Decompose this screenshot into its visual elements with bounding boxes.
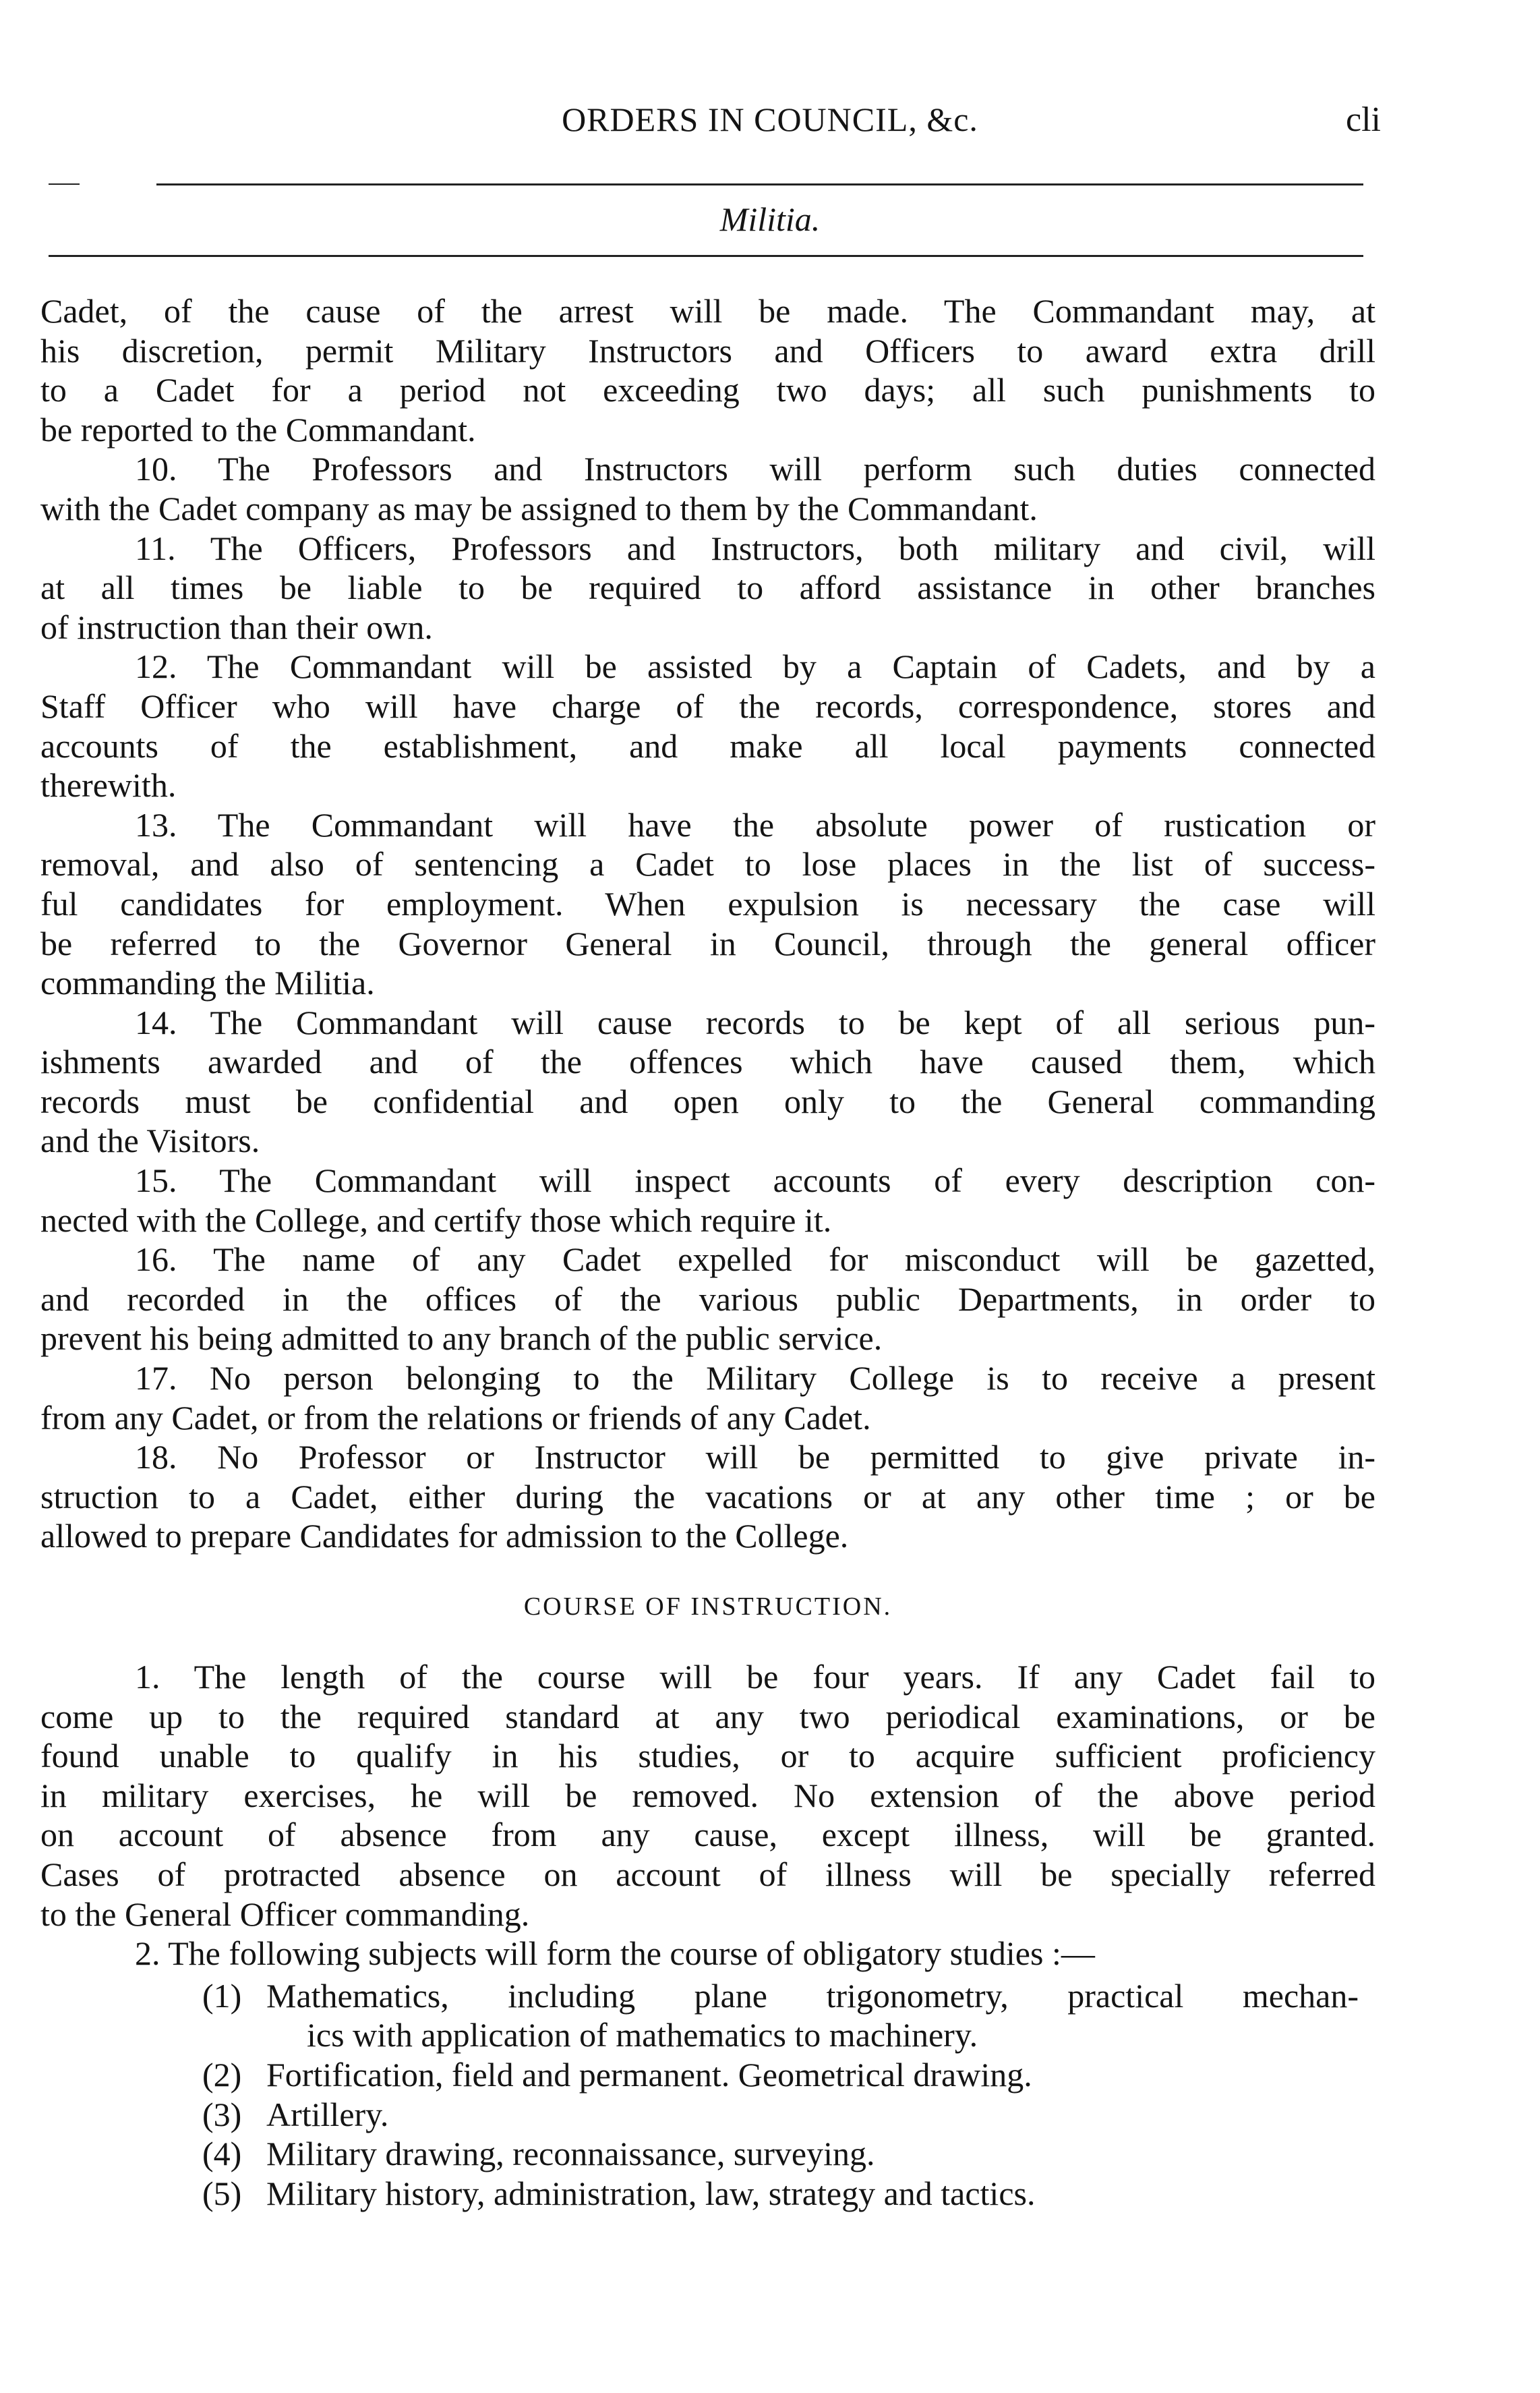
text-line: nected with the College, and certify those which require it. (40, 1201, 832, 1239)
text-line: to the General Officer commanding. (40, 1895, 530, 1933)
subject-text: Fortification, field and permanent. Geometrical drawing. (266, 2055, 1032, 2094)
subject-text: Military history, administration, law, strategy and tactics. (266, 2174, 1036, 2212)
text-line: 18. No Professor or Instructor will be permitted to give private in- (135, 1438, 1375, 1476)
text-line: struction to a Cadet, either during the vacations or at any other time ; or be (40, 1477, 1375, 1516)
text-line: Cadet, of the cause of the arrest will be made. The Commandant may, at (40, 292, 1375, 330)
subject-item (40, 2174, 1375, 2214)
text-line: therewith. (40, 766, 177, 805)
subject-number: (2) (202, 2055, 242, 2094)
text-line: 1. The length of the course will be four years. If any Cadet fail to (135, 1658, 1375, 1696)
text-line: come up to the required standard at any two periodical examinations, or be (40, 1697, 1375, 1735)
text-line: ful candidates for employment. When expulsion is necessary the case will (40, 884, 1375, 923)
text-line: records must be confidential and open only to the General commanding (40, 1082, 1375, 1120)
text-line: allowed to prepare Candidates for admission to the College. (40, 1517, 849, 1555)
text-line: 11. The Officers, Professors and Instructors, both military and civil, will (135, 529, 1375, 567)
text-line: in military exercises, he will be removed. No extension of the above period (40, 1776, 1375, 1814)
text-line: commanding the Militia. (40, 964, 375, 1002)
header-rule-top (156, 183, 1363, 185)
header-rule-dash (49, 183, 80, 185)
text-line: on account of absence from any cause, except illness, will be granted. (40, 1816, 1375, 1854)
page-number: cli (1346, 100, 1381, 139)
text-line: from any Cadet, or from the relations or friends of any Cadet. (40, 1398, 871, 1437)
header-rule-bottom (49, 255, 1363, 257)
text-line: 2. The following subjects will form the course of obligatory studies :— (135, 1934, 1095, 1973)
subject-number: (4) (202, 2135, 242, 2173)
text-line: 15. The Commandant will inspect accounts of every description con- (135, 1161, 1375, 1200)
subject-continuation: ics with application of mathematics to machinery. (307, 2016, 978, 2054)
text-line: 13. The Commandant will have the absolute power of rustication or (135, 805, 1375, 844)
text-line: accounts of the establishment, and make all local payments connected (40, 726, 1375, 765)
subject-text: Artillery. (266, 2095, 389, 2133)
subjects-list (40, 1976, 1375, 2214)
subject-number: (1) (202, 1976, 242, 2015)
body-text (40, 291, 1375, 2213)
text-line: his discretion, permit Military Instructors and Officers to award extra drill (40, 331, 1375, 370)
text-line: and the Visitors. (40, 1122, 260, 1160)
course-heading: COURSE OF INSTRUCTION. (523, 1592, 893, 1621)
text-line: Cases of protracted absence on account of illness will be specially referred (40, 1855, 1375, 1893)
text-line: be referred to the Governor General in Council, through the general officer (40, 924, 1375, 962)
running-title: ORDERS IN COUNCIL, &c. (562, 100, 978, 138)
subject-text: Mathematics, including plane trigonometry, practical mechan- (266, 1976, 1359, 2015)
subject-item (40, 1976, 1375, 2016)
text-line: 17. No person belonging to the Military College is to receive a present (135, 1359, 1375, 1397)
text-line: ishments awarded and of the offences which have caused them, which (40, 1043, 1375, 1081)
text-line: Staff Officer who will have charge of the records, correspondence, stores and (40, 687, 1375, 725)
subject-number: (3) (202, 2095, 242, 2133)
text-line: at all times be liable to be required to afford assistance in other branches (40, 569, 1375, 607)
text-line: and recorded in the offices of the various public Departments, in order to (40, 1279, 1375, 1318)
subject-item (40, 2055, 1375, 2095)
text-line: 16. The name of any Cadet expelled for misconduct will be gazetted, (135, 1240, 1375, 1279)
subject-number: (5) (202, 2174, 242, 2212)
text-line: 10. The Professors and Instructors will perform such duties connected (135, 450, 1375, 488)
text-line: found unable to qualify in his studies, or to acquire sufficient proficiency (40, 1737, 1375, 1775)
subject-item (40, 2134, 1375, 2174)
subject-item (40, 2095, 1375, 2135)
text-line: prevent his being admitted to any branch of the public service. (40, 1319, 883, 1358)
page-header (0, 100, 1540, 147)
text-line: 14. The Commandant will cause records to be kept of all serious pun- (135, 1003, 1375, 1041)
subject-text: Military drawing, reconnaissance, surveying. (266, 2135, 875, 2173)
text-line: 12. The Commandant will be assisted by a Captain of Cadets, and by a (135, 647, 1375, 686)
regulations-paragraphs (40, 291, 1375, 1556)
text-line: to a Cadet for a period not exceeding two days; all such punishments to (40, 371, 1375, 409)
text-line: of instruction than their own. (40, 608, 433, 646)
text-line: with the Cadet company as may be assigned to them by the Commandant. (40, 489, 1038, 527)
section-title: Militia. (719, 200, 821, 238)
course-paragraphs (40, 1657, 1375, 1973)
text-line: be reported to the Commandant. (40, 410, 476, 449)
text-line: removal, and also of sentencing a Cadet to lose places in the list of success- (40, 845, 1375, 884)
